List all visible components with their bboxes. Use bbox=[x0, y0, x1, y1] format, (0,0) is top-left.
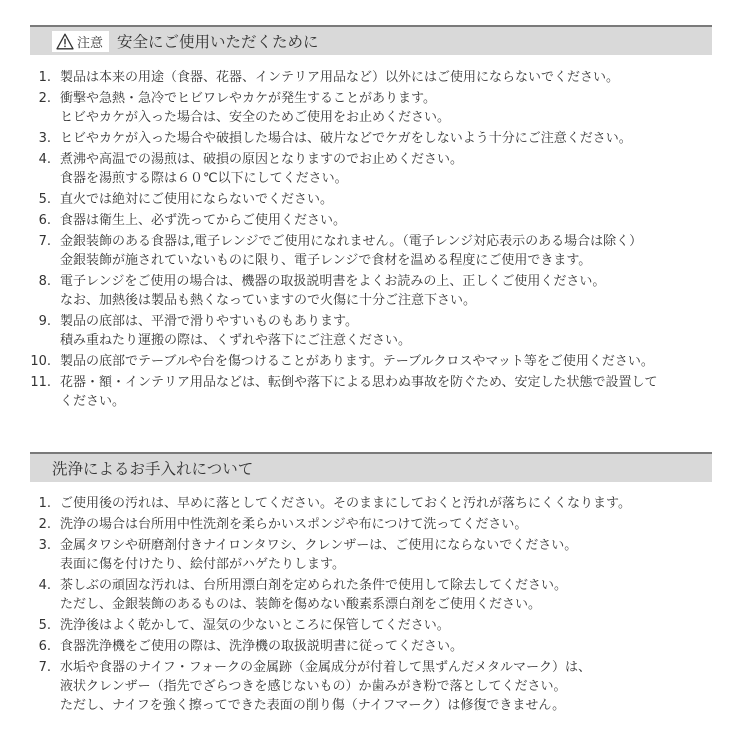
list-item bbox=[30, 129, 712, 148]
list-item-line: 表面に傷を付けたり、絵付部がハゲたりします。 bbox=[60, 557, 345, 572]
list-item-number: 3. bbox=[38, 131, 51, 146]
list-item bbox=[30, 312, 712, 350]
warning-triangle-icon bbox=[56, 33, 74, 50]
list-item-line: 電子レンジをご使用の場合は、機器の取扱説明書をよくお読みの上、正しくご使用ください。 bbox=[60, 274, 606, 289]
list-item-line: 水垢や食器のナイフ・フォークの金属跡（金属成分が付着して黒ずんだメタルマーク）は、 bbox=[60, 660, 592, 675]
safety-caution-list bbox=[30, 68, 712, 411]
cleaning-care-list bbox=[30, 494, 712, 715]
list-item-line: 洗浄後はよく乾かして、湿気の少ないところに保管してください。 bbox=[60, 618, 450, 633]
list-item bbox=[30, 494, 712, 513]
list-item bbox=[30, 232, 712, 270]
list-item-line: 煮沸や高温での湯煎は、破損の原因となりますのでお止めください。 bbox=[60, 152, 464, 167]
list-item-text bbox=[56, 232, 712, 270]
list-item-line: 食器洗浄機をご使用の際は、洗浄機の取扱説明書に従ってください。 bbox=[60, 639, 464, 654]
list-item-line: 衝撃や急熱・急冷でヒビワレやカケが発生することがあります。 bbox=[60, 91, 436, 106]
list-item-text bbox=[56, 89, 712, 127]
list-item-number: 8. bbox=[38, 274, 51, 289]
list-item-line: 洗浄の場合は台所用中性洗剤を柔らかいスポンジや布につけて洗ってください。 bbox=[60, 517, 528, 532]
list-item-line: ただし、ナイフを強く擦ってできた表面の削り傷（ナイフマーク）は修復できません。 bbox=[60, 698, 566, 713]
list-item-number: 9. bbox=[38, 314, 51, 329]
safety-caution-header bbox=[30, 25, 712, 55]
list-item bbox=[30, 658, 712, 715]
list-item-text bbox=[56, 68, 712, 87]
list-item-line: なお、加熱後は製品も熱くなっていますので火傷に十分ご注意下さい。 bbox=[60, 293, 477, 308]
list-item-line: 花器・額・インテリア用品などは、転倒や落下による思わぬ事故を防ぐため、安定した状態で設置して bbox=[60, 375, 658, 390]
list-item-number: 10. bbox=[30, 354, 51, 369]
list-item bbox=[30, 515, 712, 534]
list-item-line: ヒビやカケが入った場合は、安全のためご使用をお止めください。 bbox=[60, 110, 451, 125]
list-item-number: 1. bbox=[38, 70, 51, 85]
list-item-line: 茶しぶの頑固な汚れは、台所用漂白剤を定められた条件で使用して除去してください。 bbox=[60, 578, 568, 593]
list-item-number: 5. bbox=[38, 618, 51, 633]
list-item-number: 5. bbox=[38, 192, 51, 207]
cleaning-care-title: 洗浄によるお手入れについて bbox=[52, 460, 254, 478]
list-item-text bbox=[56, 616, 712, 635]
list-item-number: 11. bbox=[30, 375, 51, 390]
list-item-number: 2. bbox=[38, 517, 51, 532]
list-item-text bbox=[56, 312, 712, 350]
list-item bbox=[30, 576, 712, 614]
list-item-line: ただし、金銀装飾のあるものは、装飾を傷めない酸素系漂白剤をご使用ください。 bbox=[60, 597, 542, 612]
list-item-line: ください。 bbox=[60, 394, 126, 409]
list-item-number: 4. bbox=[38, 152, 51, 167]
list-item-text bbox=[56, 352, 712, 371]
list-item-line: ご使用後の汚れは、早めに落としてください。そのままにしておくと汚れが落ちにくくなります。 bbox=[60, 496, 631, 511]
list-item-line: 金銀装飾のある食器は,電子レンジでご使用になれません。（電子レンジ対応表示のある場合は除く） bbox=[60, 234, 643, 249]
caution-badge bbox=[52, 31, 109, 52]
list-item-text bbox=[56, 515, 712, 534]
list-item-line: 直火では絶対にご使用にならないでください。 bbox=[60, 192, 334, 207]
safety-caution-title: 安全にご使用いただくために bbox=[117, 33, 319, 51]
list-item-line: 食器は衛生上、必ず洗ってからご使用ください。 bbox=[60, 213, 347, 228]
list-item-line: 食器を湯煎する際は６０℃以下にしてください。 bbox=[60, 171, 348, 186]
list-item-number: 7. bbox=[38, 660, 51, 675]
cleaning-care-section bbox=[30, 452, 712, 717]
safety-caution-section bbox=[30, 25, 712, 413]
list-item-line: 金銀装飾が施されていないものに限り、電子レンジで食材を温める程度にご使用できます。 bbox=[60, 253, 592, 268]
list-item-number: 4. bbox=[38, 578, 51, 593]
caution-badge-label: 注意 bbox=[77, 35, 104, 51]
list-item-number: 6. bbox=[38, 639, 51, 654]
list-item-text bbox=[56, 129, 712, 148]
list-item bbox=[30, 616, 712, 635]
list-item-text bbox=[56, 272, 712, 310]
list-item-text bbox=[56, 150, 712, 188]
list-item-text bbox=[56, 211, 712, 230]
list-item-line: ヒビやカケが入った場合や破損した場合は、破片などでケガをしないよう十分にご注意ください。 bbox=[60, 131, 632, 146]
list-item-line: 製品の底部でテーブルや台を傷つけることがあります。テーブルクロスやマット等をご使用ください。 bbox=[60, 354, 654, 369]
list-item-line: 積み重ねたり運搬の際は、くずれや落下にご注意ください。 bbox=[60, 333, 412, 348]
list-item-text bbox=[56, 536, 712, 574]
list-item-line: 金属タワシや研磨剤付きナイロンタワシ、クレンザーは、ご使用にならないでください。 bbox=[60, 538, 578, 553]
list-item-number: 1. bbox=[38, 496, 51, 511]
list-item-number: 6. bbox=[38, 213, 51, 228]
list-item bbox=[30, 272, 712, 310]
list-item-number: 3. bbox=[38, 538, 51, 553]
list-item bbox=[30, 150, 712, 188]
list-item bbox=[30, 536, 712, 574]
list-item-number: 2. bbox=[38, 91, 51, 106]
list-item-line: 製品の底部は、平滑で滑りやすいものもあります。 bbox=[60, 314, 358, 329]
list-item bbox=[30, 637, 712, 656]
list-item-text bbox=[56, 190, 712, 209]
list-item bbox=[30, 190, 712, 209]
list-item-line: 液状クレンザー（指先でざらつきを感じないもの）か歯みがき粉で落としてください。 bbox=[60, 679, 567, 694]
list-item bbox=[30, 68, 712, 87]
list-item-line: 製品は本来の用途（食器、花器、インテリア用品など）以外にはご使用にならないでください。 bbox=[60, 70, 620, 85]
list-item bbox=[30, 352, 712, 371]
cleaning-care-header bbox=[30, 452, 712, 482]
list-item-text bbox=[56, 494, 712, 513]
list-item-number: 7. bbox=[38, 234, 51, 249]
list-item-text bbox=[56, 658, 712, 715]
list-item bbox=[30, 211, 712, 230]
list-item-text bbox=[56, 576, 712, 614]
list-item-text bbox=[56, 637, 712, 656]
list-item bbox=[30, 89, 712, 127]
list-item bbox=[30, 373, 712, 411]
list-item-text bbox=[56, 373, 712, 411]
